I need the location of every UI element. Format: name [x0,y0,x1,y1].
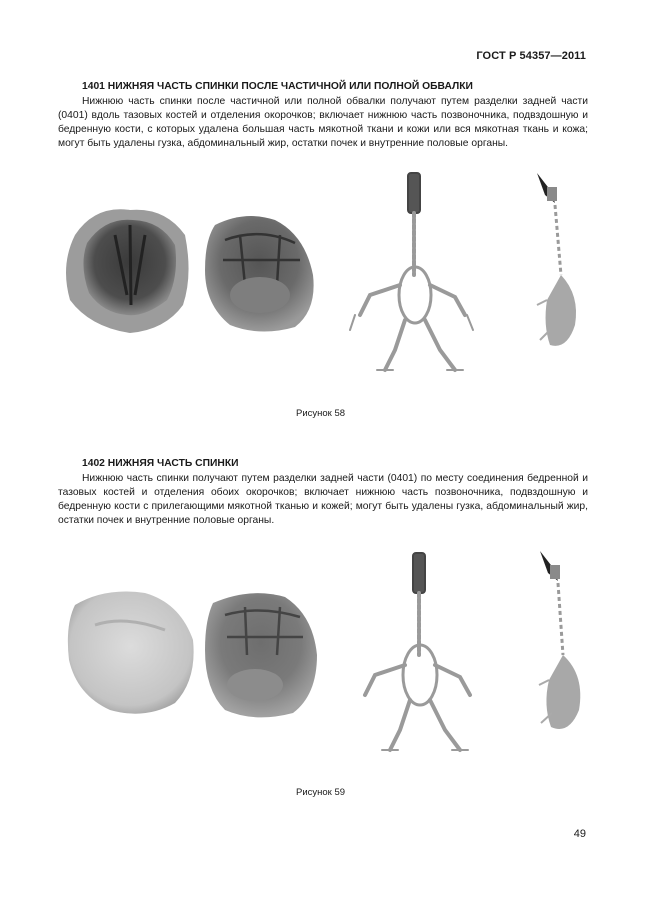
skeleton-side-diagram [537,173,576,346]
section-heading: 1402 НИЖНЯЯ ЧАСТЬ СПИНКИ [82,458,239,469]
section-1402 [58,457,588,528]
section-text: Нижнюю часть спинки получают путем разделки задней части (0401) по месту соединения бедренной и тазовых костей и отделения обоих окорочков; включает нижнюю часть позвоночника, подвздошную и бедренную кости с прилегающими мякотной тканью и кожей; могут быть удалены гузка, абдоминальный жир, остатки почек и внутренние половые органы. [58,473,588,526]
figure-58 [55,165,595,395]
meat-photo-2 [205,216,314,332]
skeleton-side-diagram [539,551,580,729]
standard-number: ГОСТ Р 54357—2011 [476,50,586,62]
section-1401 [58,80,588,151]
figure-caption: Рисунок 58 [296,408,346,419]
figure-caption: Рисунок 59 [296,787,346,798]
figure-59 [55,545,595,775]
meat-photo-1 [66,209,189,333]
section-heading: 1401 НИЖНЯЯ ЧАСТЬ СПИНКИ ПОСЛЕ ЧАСТИЧНОЙ ИЛИ ПОЛНОЙ ОБВАЛКИ [82,81,473,92]
skeleton-front-diagram [350,173,473,370]
meat-photo-3 [68,592,194,714]
skeleton-front-diagram [365,553,470,750]
page-number: 49 [573,828,586,840]
section-text: Нижнюю часть спинки после частичной или полной обвалки получают путем разделки задней части (0401) вдоль тазовых костей и отделения окорочков; включает нижнюю часть позвоночника, подвздошную и бедренную кости, с которых удалена большая часть мякотной ткани и кожи или вся мякотная ткань и кожа; могут быть удалены гузка, абдоминальный жир, остатки почек и внутренние половые органы. [58,96,588,149]
meat-photo-4 [205,593,317,717]
